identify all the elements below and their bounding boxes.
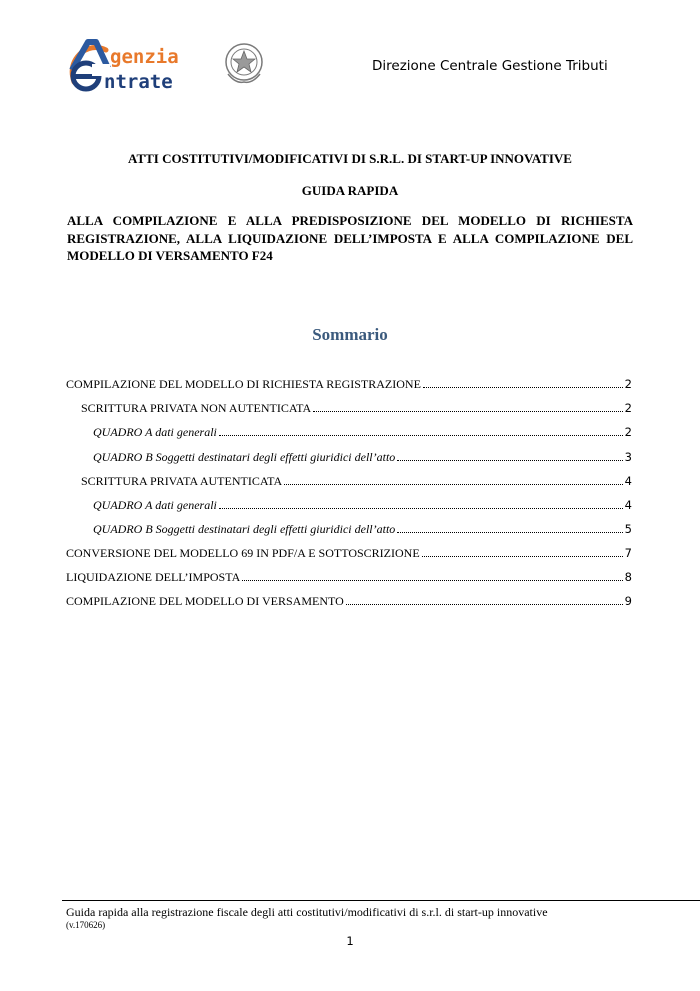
toc-leader-dots xyxy=(397,523,622,533)
italian-emblem-icon xyxy=(226,44,262,82)
toc-entry-label: LIQUIDAZIONE DELL’IMPOSTA xyxy=(66,570,241,584)
toc-entry-page: 2 xyxy=(624,425,632,439)
toc-entry-label: CONVERSIONE DEL MODELLO 69 IN PDF/A E SOTTOSCRIZIONE xyxy=(66,546,420,560)
toc-leader-dots xyxy=(346,595,623,605)
toc-entry-page: 8 xyxy=(624,570,632,584)
page-number: 1 xyxy=(346,934,354,948)
toc-entry-page: 5 xyxy=(624,522,632,536)
toc-entry[interactable] xyxy=(93,522,632,537)
toc-entry[interactable] xyxy=(93,450,632,465)
document-subtitle: GUIDA RAPIDA xyxy=(301,183,399,198)
toc-entry-page: 4 xyxy=(624,498,632,512)
toc-leader-dots xyxy=(219,499,623,509)
toc-entry-page: 7 xyxy=(624,546,632,560)
document-description: ALLA COMPILAZIONE E ALLA PREDISPOSIZIONE DEL MODELLO DI RICHIESTA REGISTRAZIONE, ALLA LIQUIDAZIONE DELL’IMPOSTA E ALLA COMPILAZIONE DEL MODELLO DI VERSAMENTO F24 xyxy=(67,213,633,263)
toc-entry-page: 3 xyxy=(624,450,632,464)
toc-leader-dots xyxy=(242,571,622,581)
toc-entry-label: SCRITTURA PRIVATA AUTENTICATA xyxy=(81,474,283,488)
toc-entry[interactable] xyxy=(66,570,632,585)
footer-version: (v.170626) xyxy=(66,920,106,930)
toc-heading: Sommario xyxy=(312,325,388,344)
toc-entry-label: COMPILAZIONE DEL MODELLO DI VERSAMENTO xyxy=(66,594,344,608)
toc-entry-label: QUADRO A dati generali xyxy=(93,498,217,512)
toc-entry-label: QUADRO B Soggetti destinatari degli effetti giuridici dell’atto xyxy=(93,450,396,464)
toc-entry-label: SCRITTURA PRIVATA NON AUTENTICATA xyxy=(81,401,312,415)
logo-text-genzia: genzia xyxy=(110,46,179,68)
toc-entry-label: QUADRO B Soggetti destinatari degli effetti giuridici dell’atto xyxy=(93,522,396,536)
toc-leader-dots xyxy=(422,547,623,557)
toc-entry-page: 2 xyxy=(624,377,632,391)
toc-entry[interactable] xyxy=(81,401,632,416)
toc-entry-label: COMPILAZIONE DEL MODELLO DI RICHIESTA REGISTRAZIONE xyxy=(66,377,421,391)
toc-leader-dots xyxy=(284,475,622,485)
toc-entry[interactable] xyxy=(93,425,632,440)
toc-leader-dots xyxy=(423,378,623,388)
department-name: Direzione Centrale Gestione Tributi xyxy=(372,58,608,74)
toc-leader-dots xyxy=(219,426,623,436)
toc-entry-label: QUADRO A dati generali xyxy=(93,425,217,439)
toc-leader-dots xyxy=(313,402,622,412)
footer-text: Guida rapida alla registrazione fiscale degli atti costitutivi/modificativi di s.r.l. di start-up innovative xyxy=(66,905,548,919)
toc-entry[interactable] xyxy=(66,594,632,609)
toc-entry-page: 2 xyxy=(624,401,632,415)
toc-entry-page: 4 xyxy=(624,474,632,488)
toc-leader-dots xyxy=(397,451,622,461)
document-title: ATTI COSTITUTIVI/MODIFICATIVI DI S.R.L. DI START-UP INNOVATIVE xyxy=(128,151,572,166)
footer-divider xyxy=(62,900,700,901)
toc-entry[interactable] xyxy=(66,546,632,561)
toc-entry[interactable] xyxy=(81,474,632,489)
toc-entry[interactable] xyxy=(93,498,632,513)
toc-entry[interactable] xyxy=(66,377,632,392)
agenzia-entrate-logo xyxy=(66,38,270,94)
toc-entry-page: 9 xyxy=(624,594,632,608)
logo-text-ntrate: ntrate xyxy=(104,71,173,93)
